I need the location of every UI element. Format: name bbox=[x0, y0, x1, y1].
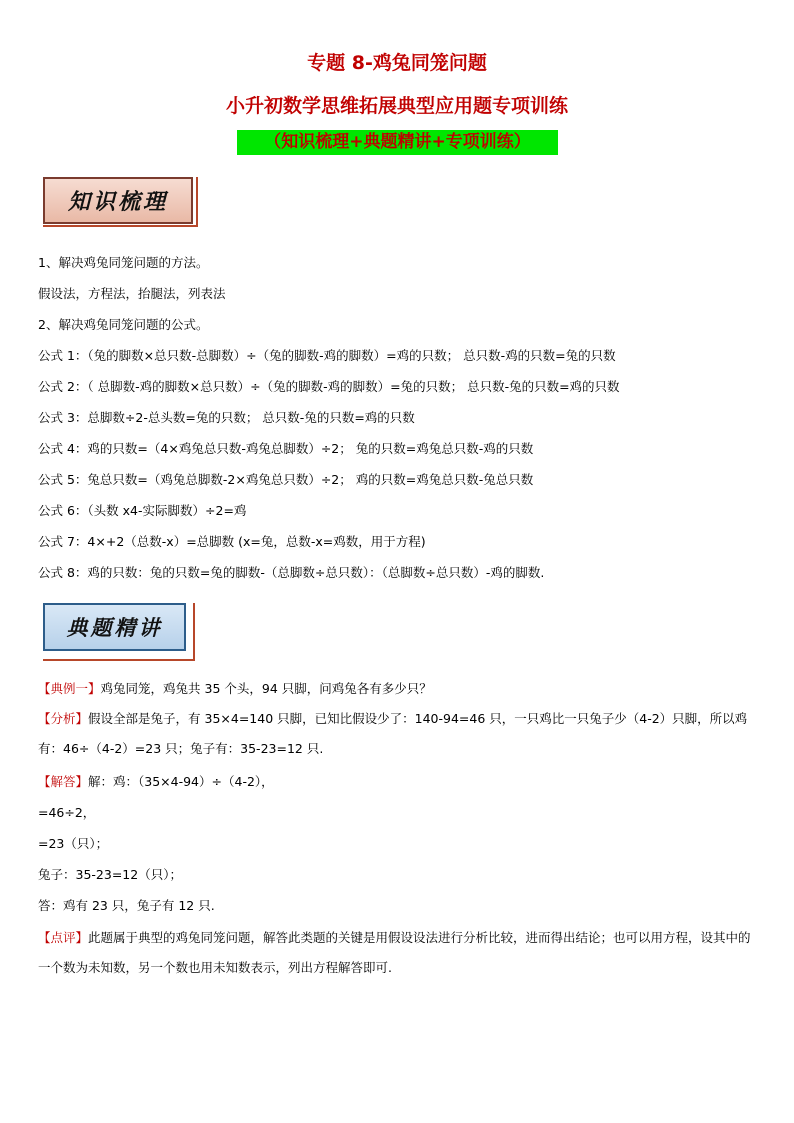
document-title: 专题 8-鸡兔同笼问题 bbox=[307, 52, 487, 74]
example-1-text: 鸡兔同笼，鸡兔共 35 个头，94 只脚，问鸡兔各有多少只？ bbox=[100, 681, 432, 696]
formula-line: 公式 4：鸡的只数=（4×鸡兔总只数-鸡兔总脚数）÷2； 兔的只数=鸡兔总只数-鸡的只数 bbox=[38, 441, 534, 456]
example-1-tag: 【典例一】 bbox=[38, 681, 101, 696]
knowledge-line: 1、解决鸡兔同笼问题的方法。 bbox=[38, 255, 209, 270]
formula-line: 公式 3：总脚数÷2-总头数=兔的只数； 总只数-兔的只数=鸡的只数 bbox=[38, 410, 415, 425]
formula-line: 公式 7：4×+2（总数-x）=总脚数 (x=兔，总数-x=鸡数，用于方程) bbox=[38, 534, 426, 549]
analysis-text: 假设全部是兔子，有 35×4=140 只脚，已知比假设少了：140-94=46 只，一只鸡比一只兔子少（4-2）只脚，所以鸡有：46÷（4-2）=23 只；兔子有：35-23=12 只. bbox=[38, 711, 748, 756]
document-tag: （知识梳理+典题精讲+专项训练） bbox=[237, 130, 558, 155]
examples-banner-label: 典题精讲 bbox=[43, 603, 186, 651]
answer-step: 答：鸡有 23 只，兔子有 12 只. bbox=[38, 898, 215, 913]
comment-text: 此题属于典型的鸡兔同笼问题，解答此类题的关键是用假设设法进行分析比较，进而得出结论；也可以用方程，设其中的一个数为未知数，另一个数也用未知数表示，列出方程解答即可. bbox=[38, 930, 751, 975]
formula-line: 公式 2：（ 总脚数-鸡的脚数×总只数）÷（兔的脚数-鸡的脚数）=兔的只数； 总只数-兔的只数=鸡的只数 bbox=[38, 379, 620, 394]
example-1 bbox=[38, 681, 432, 697]
analysis-paragraph bbox=[38, 704, 760, 764]
formula-line: 公式 6：（头数 x4-实际脚数）÷2=鸡 bbox=[38, 503, 247, 518]
knowledge-line: 2、解决鸡兔同笼问题的公式。 bbox=[38, 317, 209, 332]
examples-banner bbox=[43, 603, 195, 661]
document-subtitle: 小升初数学思维拓展典型应用题专项训练 bbox=[225, 95, 568, 117]
knowledge-line: 假设法，方程法，抬腿法，列表法 bbox=[38, 286, 226, 301]
answer-text: 解：鸡：（35×4-94）÷（4-2）， bbox=[88, 774, 274, 789]
comment-tag: 【点评】 bbox=[38, 930, 89, 945]
formula-line: 公式 5：兔总只数=（鸡兔总脚数-2×鸡兔总只数）÷2； 鸡的只数=鸡兔总只数-兔总只数 bbox=[38, 472, 534, 487]
knowledge-banner-label: 知识梳理 bbox=[43, 177, 193, 224]
answer-line bbox=[38, 774, 274, 790]
analysis-tag: 【分析】 bbox=[38, 711, 89, 726]
answer-step: 兔子：35-23=12（只）； bbox=[38, 867, 182, 882]
formula-line: 公式 1：（兔的脚数×总只数-总脚数）÷（兔的脚数-鸡的脚数）=鸡的只数； 总只数-鸡的只数=兔的只数 bbox=[38, 348, 616, 363]
answer-step: =46÷2， bbox=[38, 805, 96, 820]
formula-line: 公式 8：鸡的只数：兔的只数=兔的脚数-（总脚数÷总只数）：（总脚数÷总只数）-鸡的脚数. bbox=[38, 565, 545, 580]
knowledge-banner bbox=[43, 177, 198, 227]
comment-paragraph bbox=[38, 923, 760, 983]
answer-step: =23（只）； bbox=[38, 836, 109, 851]
answer-tag: 【解答】 bbox=[38, 774, 89, 789]
